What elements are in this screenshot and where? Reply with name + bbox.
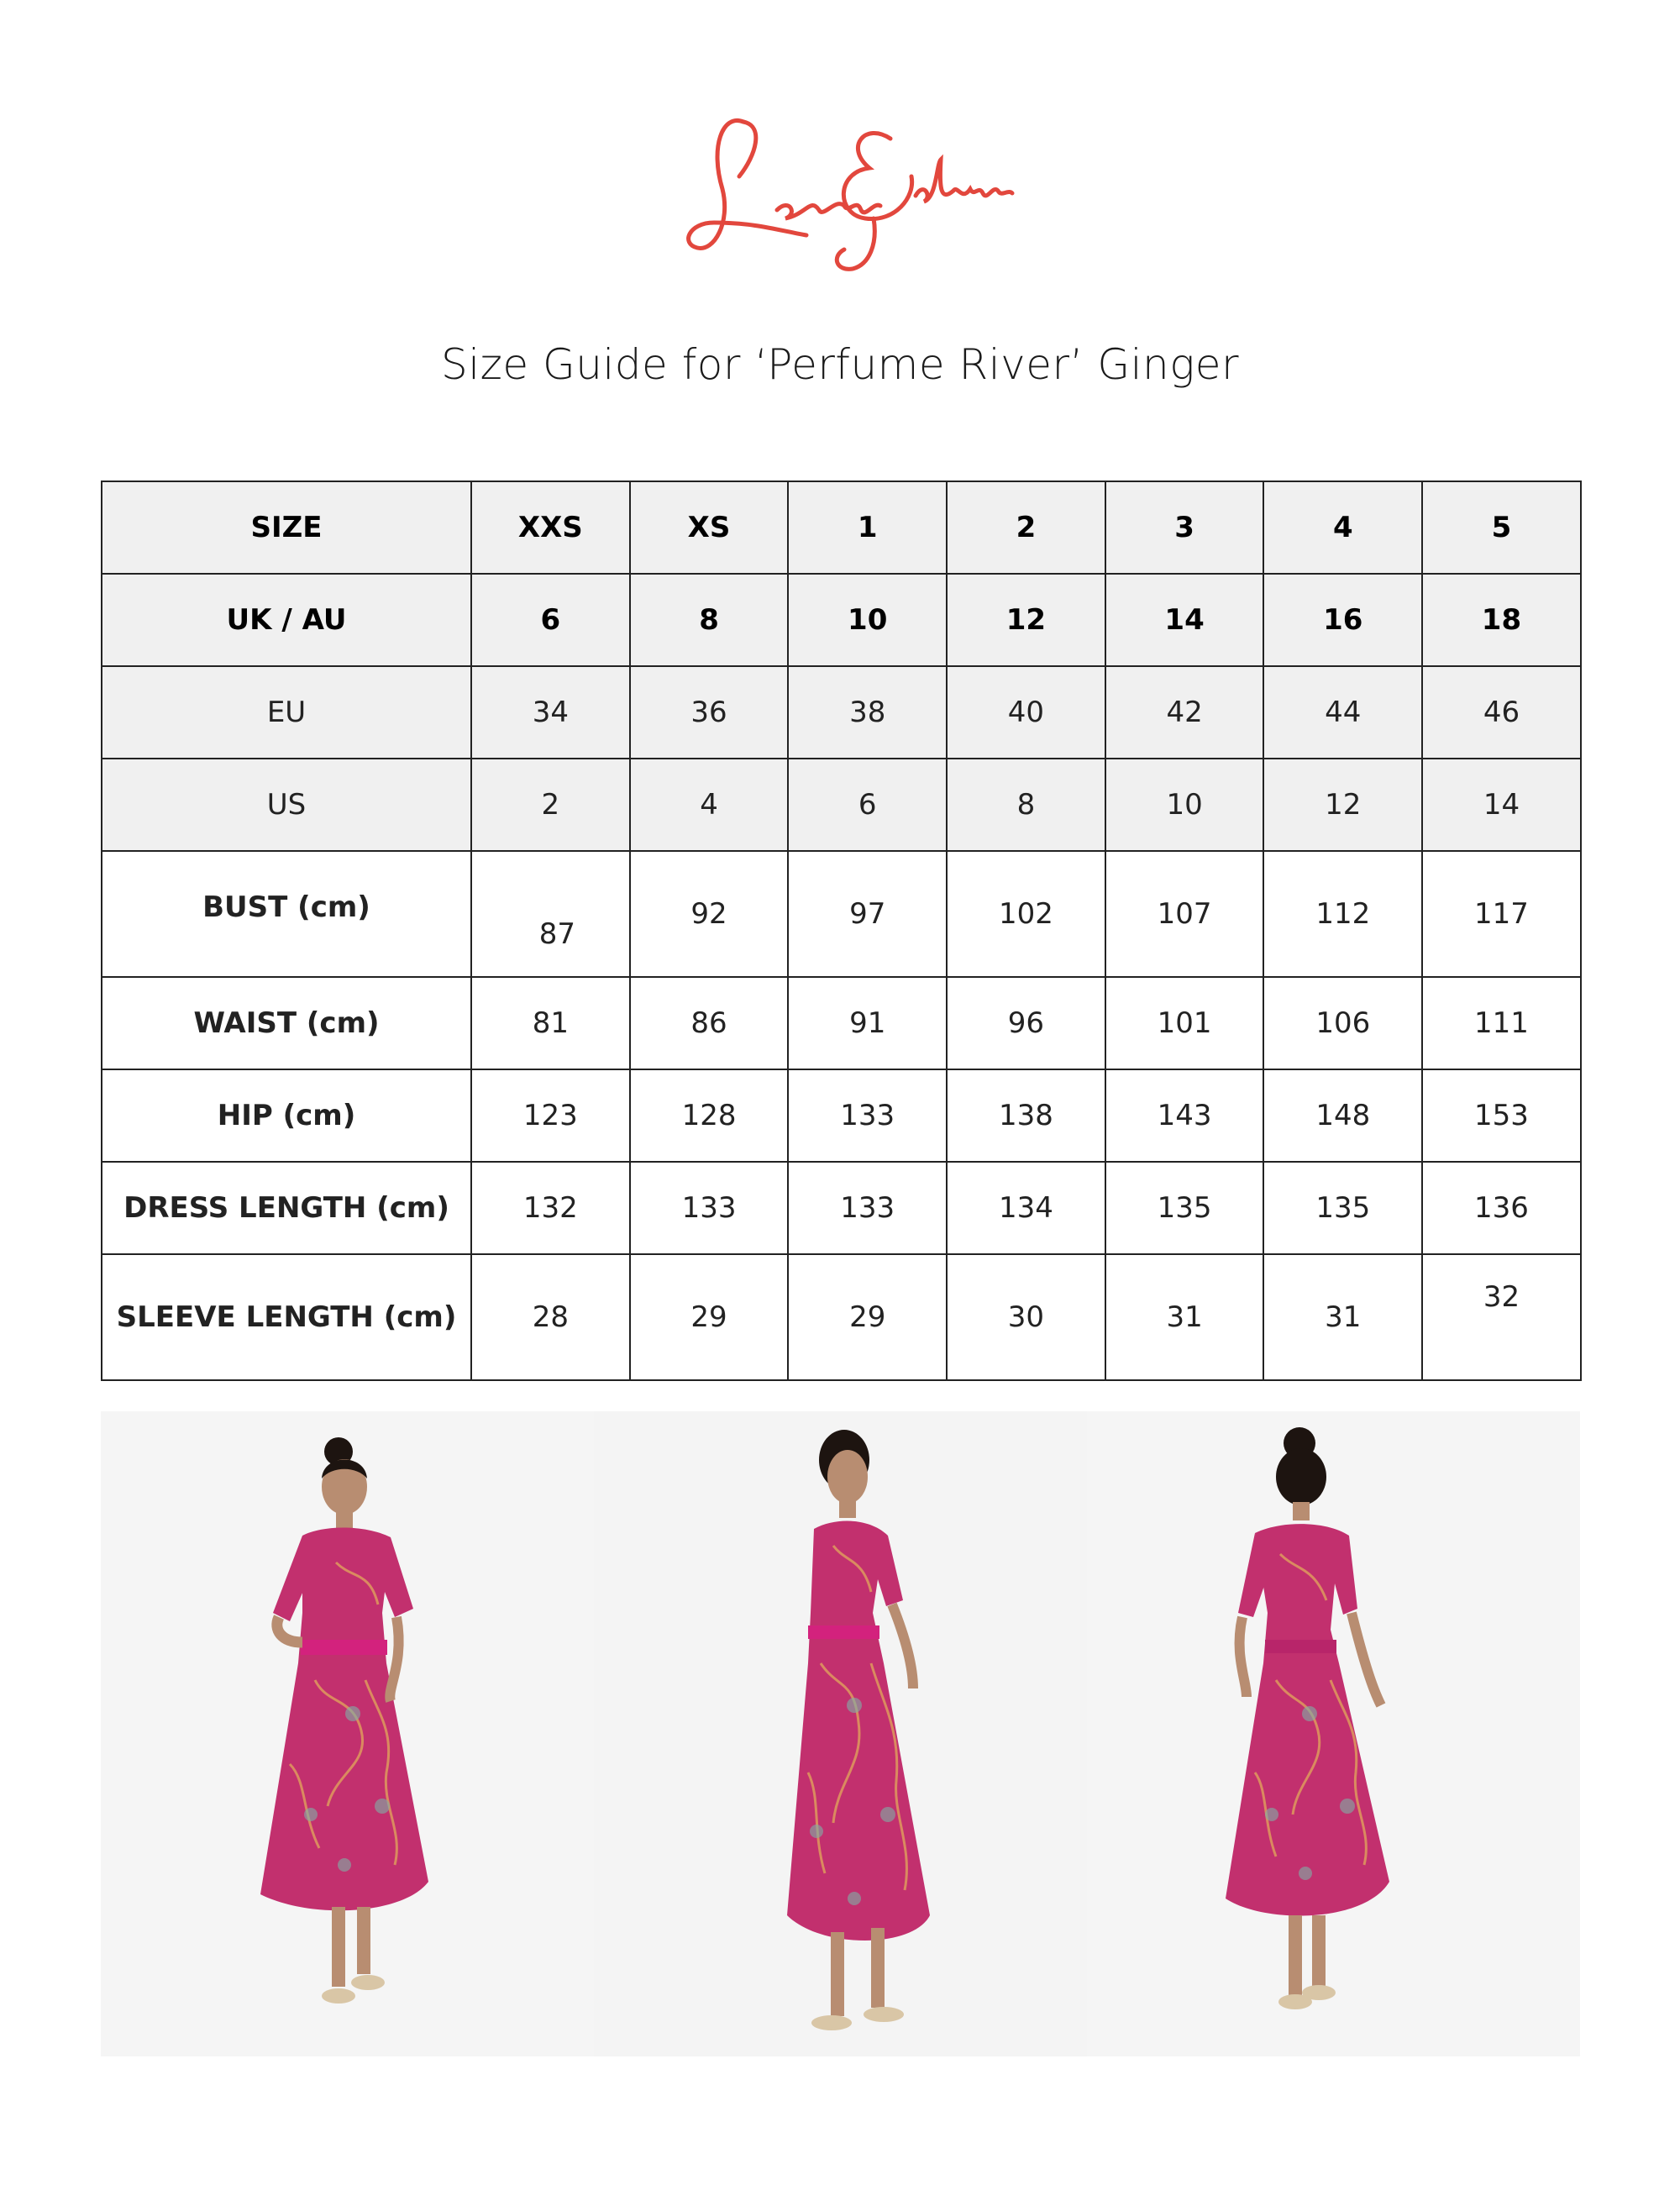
brand-logo: [664, 97, 1016, 281]
table-cell: 96: [947, 977, 1105, 1069]
row-label: UK / AU: [102, 574, 471, 666]
table-row-us: [102, 759, 1581, 851]
row-label-text: BUST (cm): [202, 890, 370, 924]
table-cell: [471, 851, 630, 977]
table-cell: 134: [947, 1162, 1105, 1254]
table-cell: 133: [630, 1162, 789, 1254]
table-cell: 38: [788, 666, 947, 759]
table-cell: 12: [1263, 759, 1422, 851]
table-cell: 44: [1263, 666, 1422, 759]
row-label: WAIST (cm): [102, 977, 471, 1069]
table-cell: 92: [630, 851, 789, 977]
table-cell: 34: [471, 666, 630, 759]
table-cell: 6: [471, 574, 630, 666]
table-cell: 128: [630, 1069, 789, 1162]
table-cell: 102: [947, 851, 1105, 977]
table-cell: 86: [630, 977, 789, 1069]
page-title: Size Guide for ‘Perfume River’ Ginger: [440, 340, 1240, 389]
table-cell: 136: [1422, 1162, 1581, 1254]
model-back-photo: [1087, 1411, 1580, 2056]
cell-text: 87: [538, 917, 575, 951]
row-label: HIP (cm): [102, 1069, 471, 1162]
table-cell: 18: [1422, 574, 1581, 666]
table-cell: 123: [471, 1069, 630, 1162]
table-row-bust: [102, 851, 1581, 977]
table-cell: 111: [1422, 977, 1581, 1069]
table-cell: 138: [947, 1069, 1105, 1162]
table-row-uk-au: [102, 574, 1581, 666]
table-cell: 28: [471, 1254, 630, 1380]
table-cell: 117: [1422, 851, 1581, 977]
table-cell: XS: [630, 481, 789, 574]
table-cell: 135: [1105, 1162, 1264, 1254]
row-label: DRESS LENGTH (cm): [102, 1162, 471, 1254]
table-cell: 133: [788, 1162, 947, 1254]
table-cell: 31: [1105, 1254, 1264, 1380]
table-cell: 31: [1263, 1254, 1422, 1380]
model-front-photo: [101, 1411, 594, 2056]
table-cell: [1422, 1254, 1581, 1380]
table-cell: XXS: [471, 481, 630, 574]
table-cell: 101: [1105, 977, 1264, 1069]
table-cell: 12: [947, 574, 1105, 666]
table-cell: 3: [1105, 481, 1264, 574]
model-front-illustration: [101, 1411, 594, 2056]
table-cell: 107: [1105, 851, 1264, 977]
table-cell: 40: [947, 666, 1105, 759]
table-cell: 16: [1263, 574, 1422, 666]
row-label: US: [102, 759, 471, 851]
cell-text: 32: [1483, 1280, 1520, 1314]
model-back-illustration: [1087, 1411, 1580, 2056]
size-table: [101, 481, 1582, 1381]
table-cell: 14: [1422, 759, 1581, 851]
brand-logo-script: [664, 97, 1016, 281]
table-cell: 148: [1263, 1069, 1422, 1162]
table-cell: 10: [788, 574, 947, 666]
table-cell: 2: [471, 759, 630, 851]
table-cell: 133: [788, 1069, 947, 1162]
row-label: EU: [102, 666, 471, 759]
table-cell: 6: [788, 759, 947, 851]
table-cell: 29: [788, 1254, 947, 1380]
table-cell: 5: [1422, 481, 1581, 574]
model-side-photo: [594, 1411, 1087, 2056]
table-cell: 112: [1263, 851, 1422, 977]
product-photos: [101, 1411, 1580, 2056]
table-cell: 42: [1105, 666, 1264, 759]
table-cell: 143: [1105, 1069, 1264, 1162]
table-cell: 132: [471, 1162, 630, 1254]
table-cell: 4: [1263, 481, 1422, 574]
table-cell: 2: [947, 481, 1105, 574]
table-row-eu: [102, 666, 1581, 759]
table-row-dress-length: [102, 1162, 1581, 1254]
table-cell: 153: [1422, 1069, 1581, 1162]
table-cell: 106: [1263, 977, 1422, 1069]
table-cell: 30: [947, 1254, 1105, 1380]
table-row-waist: [102, 977, 1581, 1069]
model-side-illustration: [594, 1411, 1087, 2056]
table-cell: 97: [788, 851, 947, 977]
table-cell: 81: [471, 977, 630, 1069]
table-cell: 46: [1422, 666, 1581, 759]
table-cell: 29: [630, 1254, 789, 1380]
table-cell: 10: [1105, 759, 1264, 851]
table-cell: 8: [630, 574, 789, 666]
table-row-sleeve-length: [102, 1254, 1581, 1380]
row-label: SLEEVE LENGTH (cm): [102, 1254, 471, 1380]
table-row-hip: [102, 1069, 1581, 1162]
table-cell: 135: [1263, 1162, 1422, 1254]
table-cell: 91: [788, 977, 947, 1069]
table-cell: 14: [1105, 574, 1264, 666]
row-label: [102, 851, 471, 977]
table-cell: 36: [630, 666, 789, 759]
table-row-size: [102, 481, 1581, 574]
table-cell: 8: [947, 759, 1105, 851]
row-label: SIZE: [102, 481, 471, 574]
table-cell: 1: [788, 481, 947, 574]
table-cell: 4: [630, 759, 789, 851]
